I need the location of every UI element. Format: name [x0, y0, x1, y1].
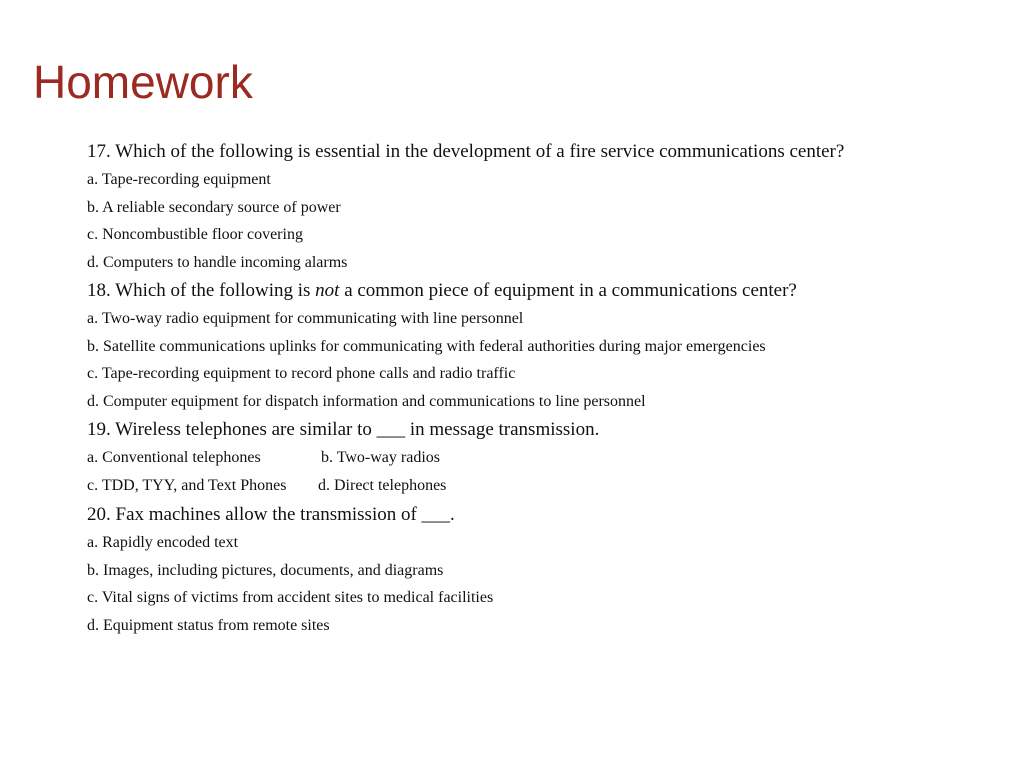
question-19-option-b: b. Two-way radios: [321, 449, 441, 466]
question-18-option-c: c. Tape-recording equipment to record phone calls and radio traffic: [87, 365, 516, 382]
question-20-option-d: d. Equipment status from remote sites: [87, 616, 330, 634]
question-17: 17. Which of the following is essential in the development of a fire service communications center?: [87, 141, 845, 162]
question-17-option-b: b. A reliable secondary source of power: [87, 198, 341, 216]
question-18: [87, 276, 1007, 305]
question-19-options-row-2: [87, 472, 1007, 500]
question-18-option-d: d. Computer equipment for dispatch information and communications to line personnel: [87, 392, 646, 410]
homework-questions: [87, 137, 1007, 639]
question-17-option-a: a. Tape-recording equipment: [87, 171, 271, 188]
question-18-option-a: a. Two-way radio equipment for communicating with line personnel: [87, 310, 524, 327]
question-19: 19. Wireless telephones are similar to ___ in message transmission.: [87, 419, 600, 440]
slide-title: Homework: [33, 56, 253, 108]
question-17-option-c: c. Noncombustible floor covering: [87, 226, 303, 243]
question-18-option-b: b. Satellite communications uplinks for communicating with federal authorities during major emergencies: [87, 337, 766, 355]
question-20-option-c: c. Vital signs of victims from accident sites to medical facilities: [87, 589, 494, 606]
question-20: 20. Fax machines allow the transmission of ___.: [87, 504, 455, 525]
question-19-option-a: a. Conventional telephones: [87, 449, 261, 466]
question-18-emphasis: not: [315, 280, 340, 301]
question-17-option-d: d. Computers to handle incoming alarms: [87, 253, 348, 271]
question-19-option-d: d. Direct telephones: [318, 477, 447, 494]
question-20-option-b: b. Images, including pictures, documents, and diagrams: [87, 561, 444, 579]
question-19-options-row-1: [87, 444, 1007, 472]
question-18-text-end: a common piece of equipment in a communications center?: [339, 280, 797, 301]
question-20-option-a: a. Rapidly encoded text: [87, 534, 239, 551]
question-19-option-c: c. TDD, TYY, and Text Phones: [87, 477, 287, 494]
question-18-text-start: 18. Which of the following is: [87, 280, 316, 301]
